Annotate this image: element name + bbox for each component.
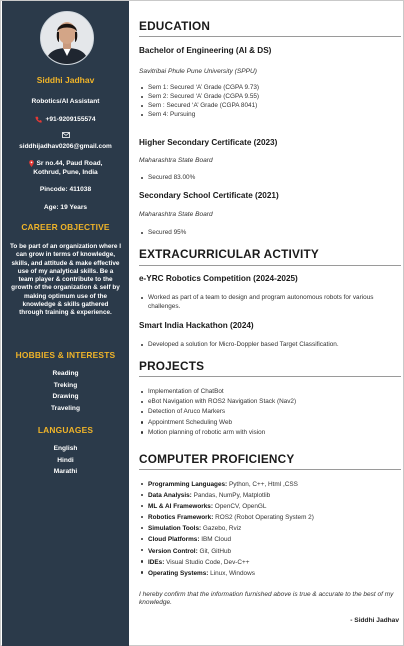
hsc-result-list (139, 173, 195, 182)
ssc-result-list (139, 228, 186, 237)
list-item: Secured 95% (148, 229, 187, 236)
skill-item: Cloud Platforms: IBM Cloud (148, 534, 403, 545)
list-item: Treking (53, 381, 78, 389)
degree-title: Bachelor of Engineering (AI & DS) (139, 46, 272, 55)
section-divider (139, 36, 401, 37)
list-item: Drawing (52, 393, 79, 400)
hsc-title: Higher Secondary Certificate (2023) (139, 138, 278, 147)
avatar (40, 11, 94, 65)
education-heading: EDUCATION (139, 19, 211, 33)
list-item: Sem : Secured ‘A’ Grade (CGPA 8041) (148, 102, 258, 110)
languages-list (2, 443, 129, 478)
activity-1-title: e-YRC Robotics Competition (2024-2025) (139, 274, 298, 283)
list-item: Traveling (51, 404, 80, 412)
address-line-2: Kothrud, Pune, India (33, 169, 98, 176)
email-icon-row (2, 132, 129, 141)
list-item: Hindi (57, 456, 74, 464)
email-icon (62, 132, 70, 138)
ssc-title: Secondary School Certificate (2021) (139, 191, 279, 200)
location-pin-icon (29, 160, 34, 167)
section-divider (139, 376, 401, 377)
hsc-board: Maharashtra State Board (139, 157, 213, 164)
list-item: Worked as part of a team to design and program autonomous robots for various challenges. (148, 293, 388, 311)
list-item: Motion planning of robotic arm with vision (148, 428, 403, 438)
languages-heading: LANGUAGES (37, 425, 94, 435)
list-item: Implementation of ChatBot (148, 387, 403, 397)
skill-item: Data Analysis: Pandas, NumPy, Matplotlib (148, 490, 403, 501)
projects-heading: PROJECTS (139, 359, 205, 373)
profile-name: Siddhi Jadhav (36, 75, 95, 85)
list-item: Detection of Aruco Markers (148, 407, 403, 417)
skill-item: Version Control: Git, GitHub (148, 546, 403, 557)
list-item: Sem 1: Secured ‘A’ Grade (CGPA 9.73) (148, 84, 260, 91)
age: Age: 19 Years (43, 204, 88, 211)
list-item: eBot Navigation with ROS2 Navigation Stack (Nav2) (148, 397, 403, 407)
university-name: Savitribai Phule Pune University (SPPU) (139, 68, 258, 75)
computer-proficiency-heading: COMPUTER PROFICIENCY (139, 452, 295, 466)
career-objective-text: To be part of an organization where I can grow in terms of knowledge, skills, and attitude & make effective use of my analytical skills. Be a team player & contribute to the growth of the organization & self by making optimum use of the knowledge & skills gathered through training & experience. (10, 243, 122, 317)
phone-row (2, 115, 129, 124)
email-address[interactable]: siddhijadhav0206@gmail.com (19, 143, 112, 150)
list-item: Secured 83.00% (148, 174, 196, 181)
hobbies-heading: HOBBIES & INTERESTS (15, 350, 116, 360)
list-item: Sem 2: Secured ‘A’ Grade (CGPA 9.55) (148, 93, 260, 101)
skill-item: ML & AI Frameworks: OpenCV, OpenGL (148, 501, 403, 512)
declaration-text: I hereby confirm that the information furnished above is true & accurate to the best of my knowledge. (139, 591, 394, 607)
activity-2-list (139, 340, 404, 349)
phone-number[interactable]: +91-9209155574 (45, 116, 96, 123)
address-line-1: Sr no.44, Paud Road, (2, 159, 129, 168)
activity-2-title: Smart India Hackathon (2024) (139, 321, 254, 330)
hobbies-list (2, 368, 129, 414)
list-item: Marathi (53, 468, 78, 475)
projects-list (139, 387, 403, 438)
profile-role: Robotics/AI Assistant (31, 98, 100, 105)
skill-item: Simulation Tools: Gazebo, Rviz (148, 523, 403, 534)
list-item: Appointment Scheduling Web (148, 418, 403, 428)
section-divider (139, 469, 401, 470)
skills-list (139, 479, 403, 579)
skill-item: Robotics Framework: ROS2 (Robot Operating System 2) (148, 512, 403, 523)
skill-item: Operating Systems: Linux, Windows (148, 568, 403, 579)
ssc-board: Maharashtra State Board (139, 211, 213, 218)
signature: - Siddhi Jadhav (350, 617, 399, 624)
section-divider (139, 265, 401, 266)
activity-1-list (139, 293, 388, 311)
list-item: Developed a solution for Micro-Doppler based Target Classification. (148, 340, 404, 349)
list-item: English (53, 445, 78, 452)
career-objective-heading: CAREER OBJECTIVE (21, 222, 110, 232)
skill-item: Programming Languages: Python, C++, Html ,CSS (148, 479, 403, 490)
list-item: Reading (52, 370, 79, 377)
pincode: Pincode: 411038 (39, 186, 92, 193)
phone-icon (35, 116, 42, 123)
extracurricular-heading: EXTRACURRICULAR ACTIVITY (139, 247, 320, 261)
list-item: Sem 4: Pursuing (148, 110, 259, 119)
sidebar (2, 1, 129, 646)
semester-list (139, 83, 259, 119)
skill-item: IDEs: Visual Studio Code, Dev-C++ (148, 557, 403, 568)
profile-photo (41, 12, 93, 64)
